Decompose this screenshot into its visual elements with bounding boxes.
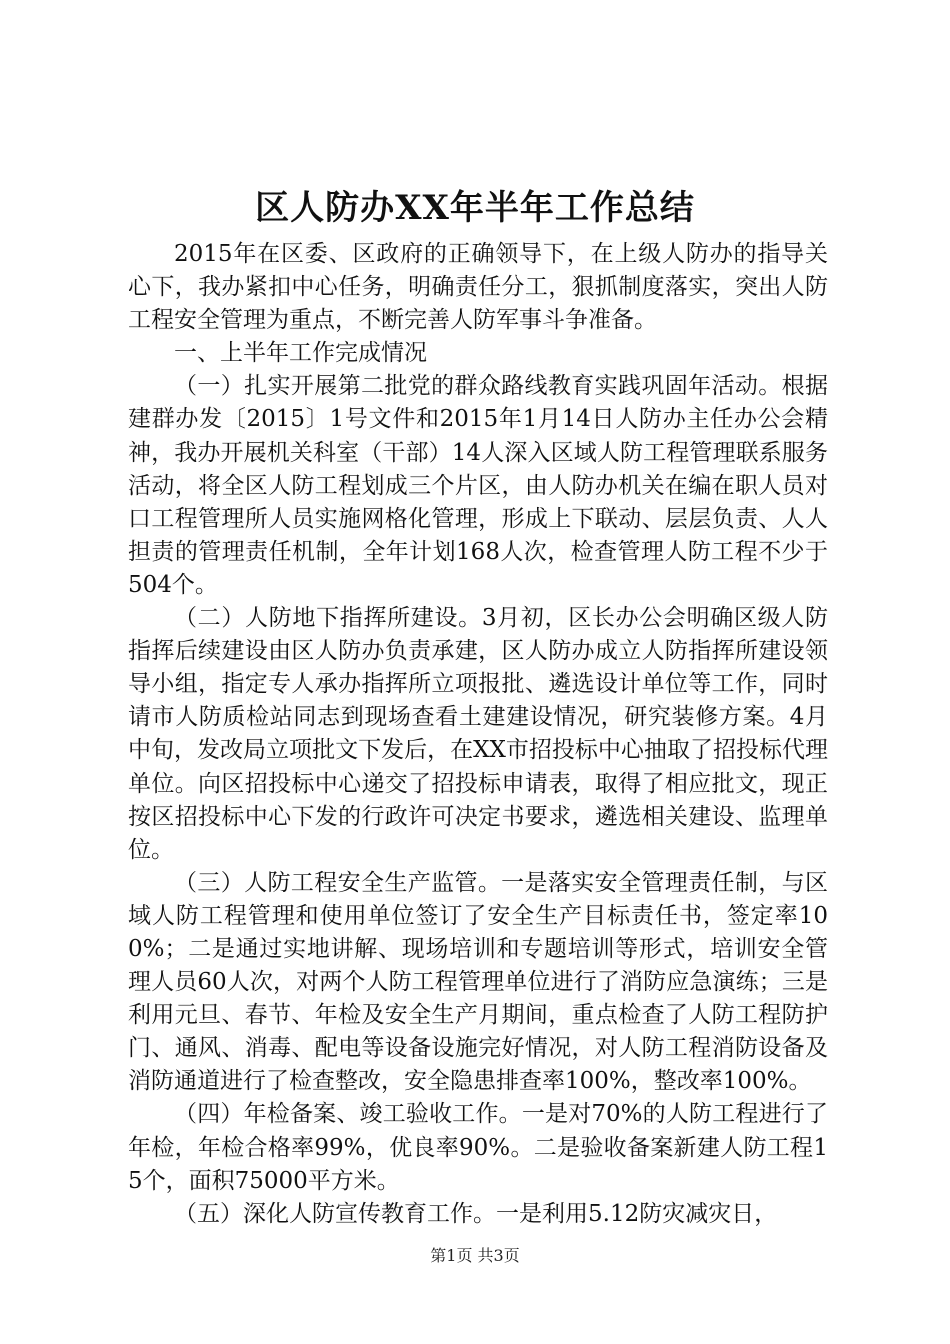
paragraph-item-5: （五）深化人防宣传教育工作。一是利用5.12防灾减灾日， — [174, 1200, 778, 1227]
document-title: 区人防办XX年半年工作总结 — [255, 188, 695, 228]
page-footer: 第1页 共3页 — [430, 1246, 520, 1265]
paragraph-intro: 2015年在区委、区政府的正确领导下，在上级人防办的指导关心下，我办紧扣中心任务，明确责任分工，狠抓制度落实，突出人防工程安全管理为重点，不断完善人防军事斗争准备。 — [128, 241, 828, 334]
section-heading-1: 一、上半年工作完成情况 — [174, 340, 427, 367]
paragraph-item-4: （四）年检备案、竣工验收工作。一是对70%的人防工程进行了年检，年检合格率99%，优良率90%。二是验收备案新建人防工程15个，面积75000平方米。 — [128, 1101, 828, 1194]
paragraph-item-1: （一）扎实开展第二批党的群众路线教育实践巩固年活动。根据建群办发〔2015〕1号文件和2015年1月14日人防办主任办公会精神，我办开展机关科室（干部）14人深入区域人防工程管理联系服务活动，将全区人防工程划成三个片区，由人防办机关在编在职人员对口工程管理所人员实施网格化管理，形成上下联动、层层负责、人人担责的管理责任机制，全年计划168人次，检查管理人防工程不少于504个。 — [128, 373, 828, 598]
paragraph-item-2: （二）人防地下指挥所建设。3月初，区长办公会明确区级人防指挥后续建设由区人防办负责承建，区人防办成立人防指挥所建设领导小组，指定专人承办指挥所立项报批、遴选设计单位等工作，同时请市人防质检站同志到现场查看土建建设情况，研究装修方案。4月中旬，发改局立项批文下发后，在XX市招投标中心抽取了招投标代理单位。向区招投标中心递交了招投标申请表，取得了相应批文，现正按区招投标中心下发的行政许可决定书要求，遴选相关建设、监理单位。 — [128, 605, 828, 863]
paragraph-item-3: （三）人防工程安全生产监管。一是落实安全管理责任制，与区域人防工程管理和使用单位签订了安全生产目标责任书，签定率100%；二是通过实地讲解、现场培训和专题培训等形式，培训安全管理人员60人次，对两个人防工程管理单位进行了消防应急演练；三是利用元旦、春节、年检及安全生产月期间，重点检查了人防工程防护门、通风、消毒、配电等设备设施完好情况，对人防工程消防设备及消防通道进行了检查整改，安全隐患排查率100%，整改率100%。 — [128, 869, 828, 1095]
document-body — [128, 238, 828, 1231]
